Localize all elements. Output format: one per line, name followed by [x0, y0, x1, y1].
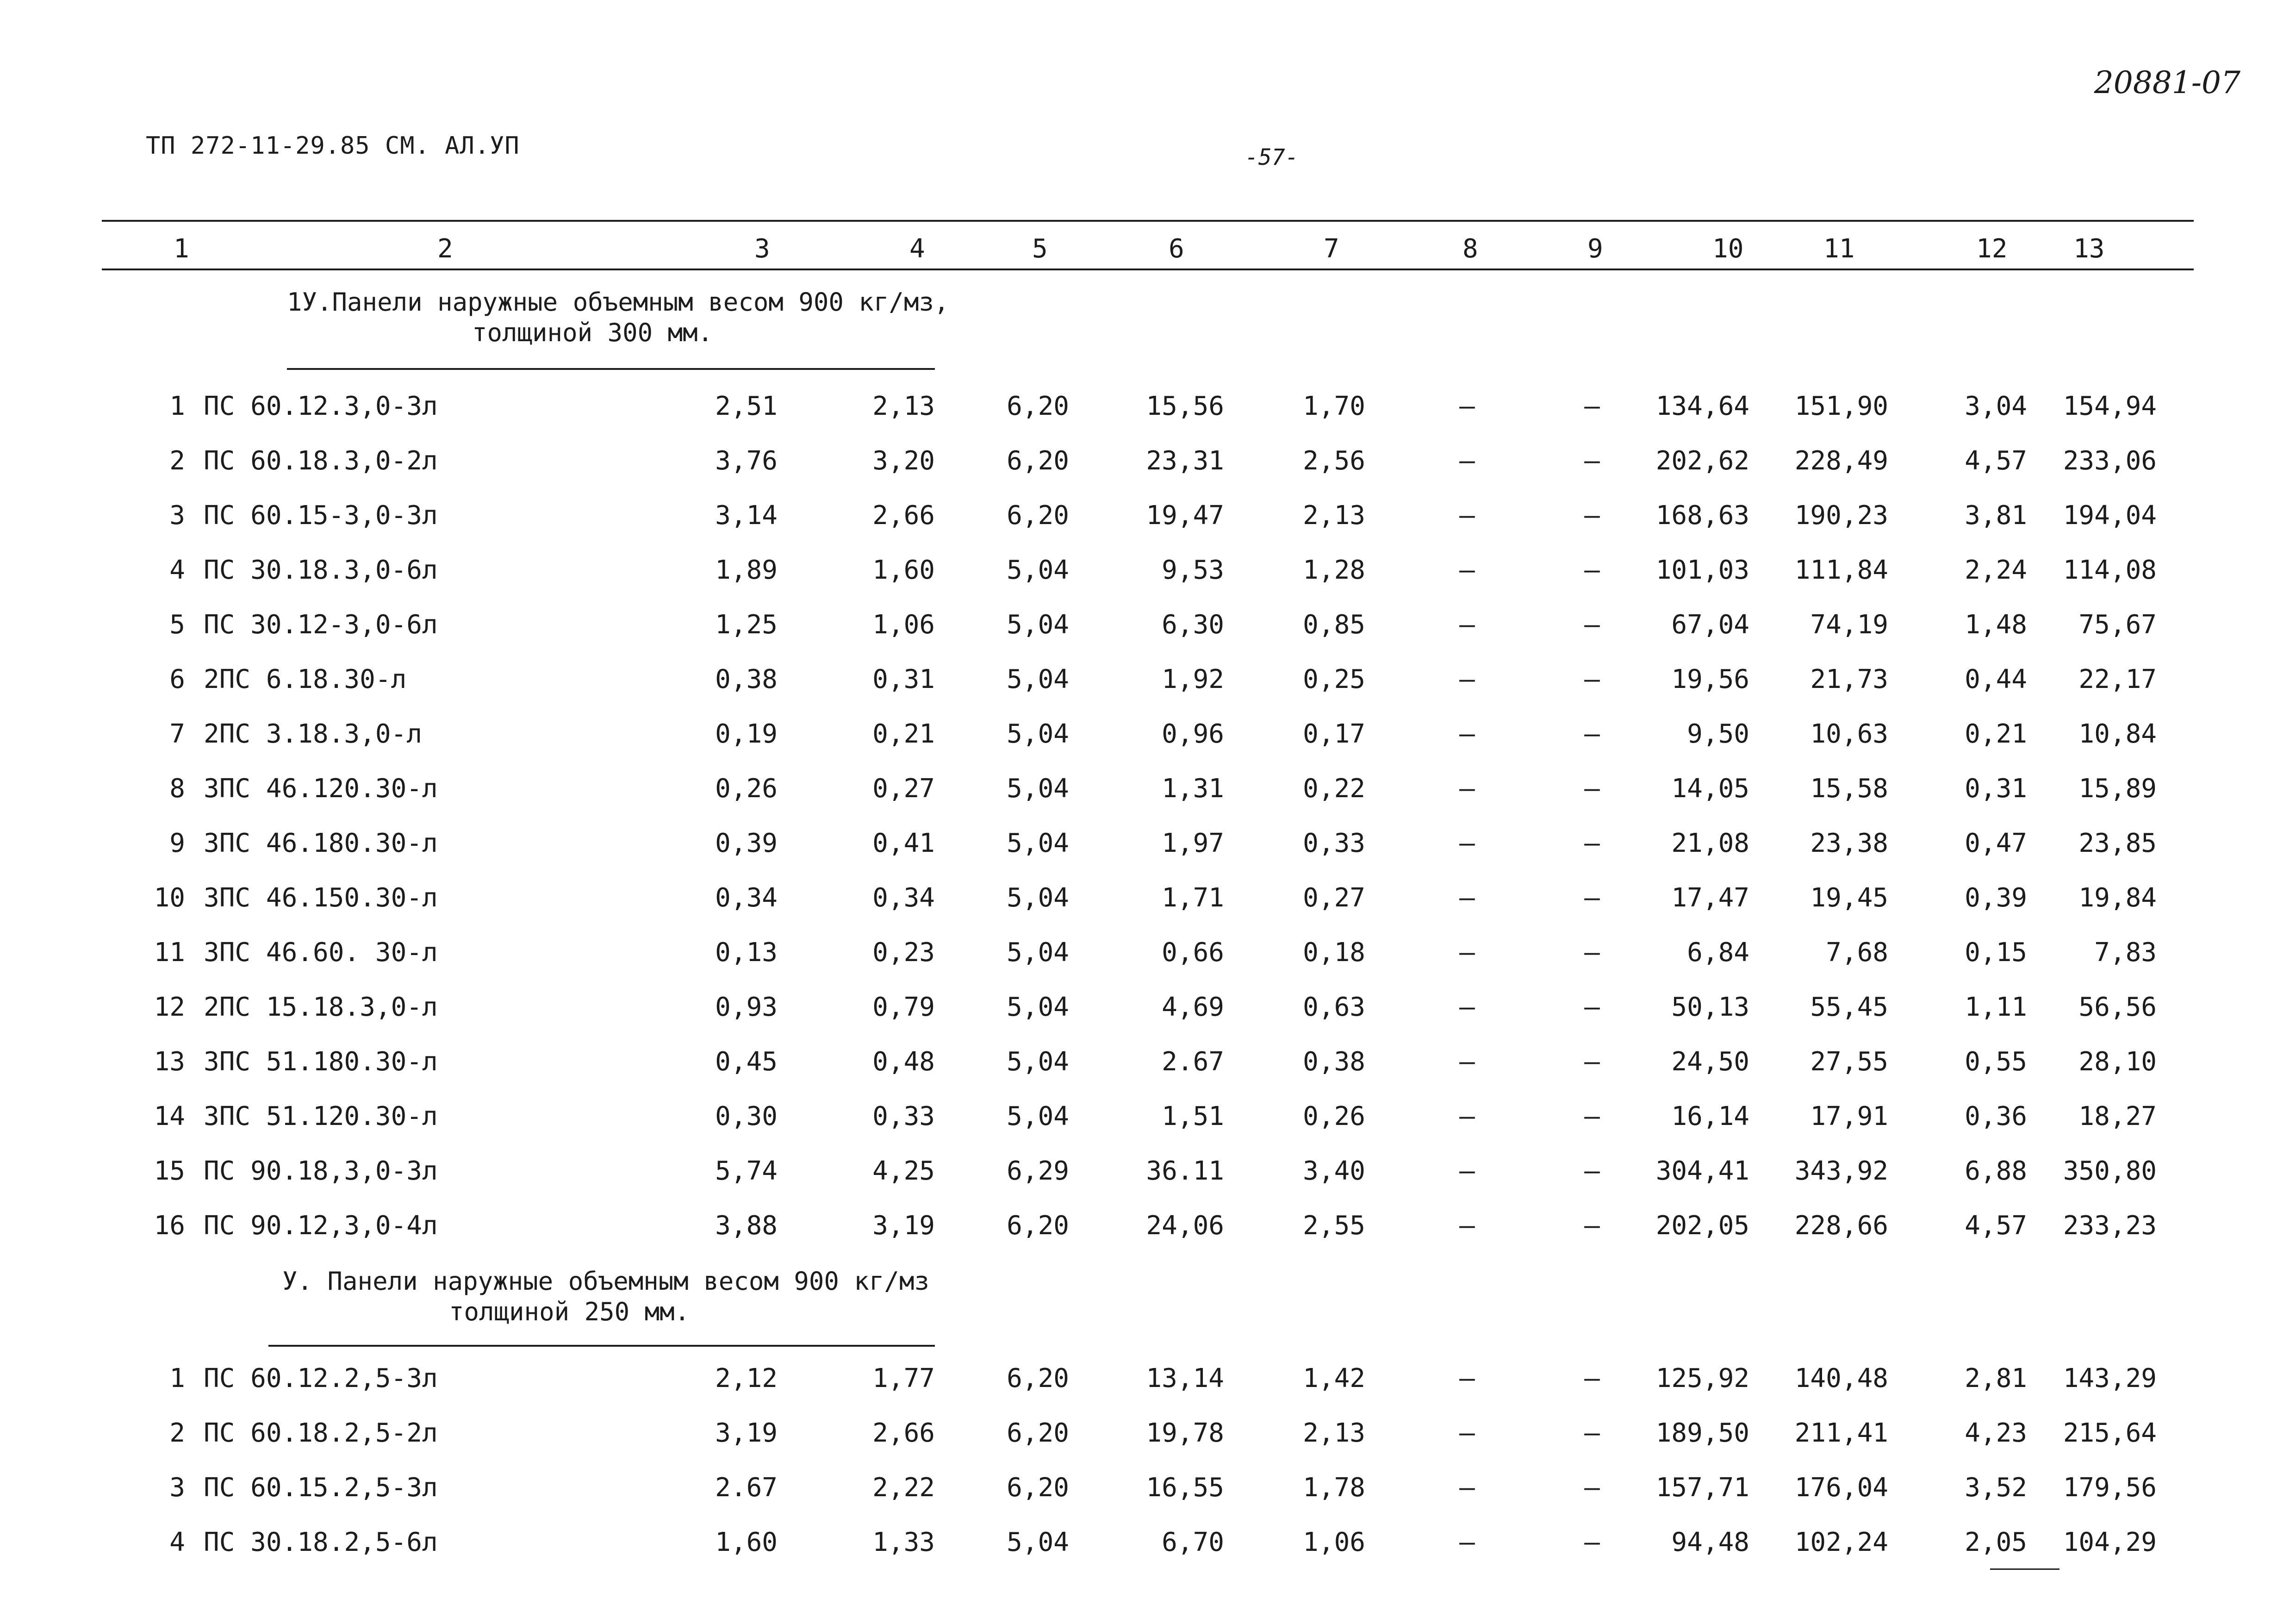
value-c11: 10,63 [1810, 719, 1888, 749]
section-title-line: толщиной 250 мм. [449, 1297, 690, 1326]
row-number: 3 [169, 1473, 185, 1503]
section-title-line: толщиной 300 мм. [472, 318, 713, 347]
value-c5: 6,20 [1007, 1363, 1069, 1393]
value-c6: 13,14 [1146, 1363, 1224, 1393]
value-c10: 304,41 [1655, 1156, 1749, 1186]
value-c12: 0,47 [1965, 828, 2027, 858]
value-c10: 21,08 [1671, 828, 1749, 858]
value-c3: 0,26 [715, 774, 778, 804]
value-c6: 15,56 [1146, 391, 1224, 421]
value-c13: 7,83 [2094, 937, 2157, 968]
value-c11: 228,49 [1794, 446, 1888, 476]
value-c6: 1,71 [1162, 883, 1224, 913]
value-c11: 74,19 [1810, 610, 1888, 640]
value-c11: 21,73 [1810, 664, 1888, 694]
value-c7: 1,78 [1303, 1473, 1365, 1503]
value-c9: – [1584, 664, 1600, 694]
value-c7: 0,38 [1303, 1047, 1365, 1077]
value-c13: 114,08 [2063, 555, 2157, 585]
value-c6: 1,31 [1162, 774, 1224, 804]
value-c8: – [1459, 1211, 1475, 1241]
value-c10: 14,05 [1671, 774, 1749, 804]
value-c3: 0,93 [715, 992, 778, 1022]
value-c5: 5,04 [1007, 610, 1069, 640]
value-c10: 9,50 [1687, 719, 1749, 749]
value-c13: 143,29 [2063, 1363, 2157, 1393]
value-c13: 179,56 [2063, 1473, 2157, 1503]
panel-mark: ПС 60.15.2,5-3л [204, 1473, 438, 1503]
row-number: 6 [169, 664, 185, 694]
value-c12: 1,48 [1965, 610, 2027, 640]
value-c4: 0,79 [872, 992, 935, 1022]
value-c10: 67,04 [1671, 610, 1749, 640]
value-c9: – [1584, 391, 1600, 421]
row-number: 12 [154, 992, 185, 1022]
value-c7: 0,18 [1303, 937, 1365, 968]
value-c9: – [1584, 1473, 1600, 1503]
value-c5: 5,04 [1007, 883, 1069, 913]
value-c9: – [1584, 828, 1600, 858]
value-c9: – [1584, 1363, 1600, 1393]
value-c9: – [1584, 1211, 1600, 1241]
panel-mark: 3ПС 46.120.30-л [204, 774, 438, 804]
value-c8: – [1459, 664, 1475, 694]
value-c11: 7,68 [1826, 937, 1888, 968]
value-c4: 3,19 [872, 1211, 935, 1241]
value-c7: 1,28 [1303, 555, 1365, 585]
value-c11: 111,84 [1794, 555, 1888, 585]
column-header: 12 [1976, 234, 2008, 264]
value-c4: 1,33 [872, 1527, 935, 1557]
value-c7: 1,70 [1303, 391, 1365, 421]
value-c5: 5,04 [1007, 1047, 1069, 1077]
value-c11: 102,24 [1794, 1527, 1888, 1557]
value-c9: – [1584, 446, 1600, 476]
value-c7: 0,33 [1303, 828, 1365, 858]
row-number: 11 [154, 937, 185, 968]
value-c11: 228,66 [1794, 1211, 1888, 1241]
value-c6: 23,31 [1146, 446, 1224, 476]
value-c6: 6,70 [1162, 1527, 1224, 1557]
value-c11: 343,92 [1794, 1156, 1888, 1186]
panel-mark: 2ПС 6.18.30-л [204, 664, 407, 694]
value-c9: – [1584, 1047, 1600, 1077]
column-header: 13 [2073, 234, 2105, 264]
column-header: 6 [1169, 234, 1184, 264]
column-header: 9 [1587, 234, 1603, 264]
value-c3: 2,12 [715, 1363, 778, 1393]
column-header: 2 [437, 234, 453, 264]
value-c4: 3,20 [872, 446, 935, 476]
value-c8: – [1459, 1418, 1475, 1448]
value-c13: 19,84 [2078, 883, 2157, 913]
value-c10: 50,13 [1671, 992, 1749, 1022]
value-c6: 9,53 [1162, 555, 1224, 585]
value-c6: 24,06 [1146, 1211, 1224, 1241]
value-c4: 0,33 [872, 1101, 935, 1131]
row-number: 15 [154, 1156, 185, 1186]
value-c4: 0,31 [872, 664, 935, 694]
value-c8: – [1459, 1473, 1475, 1503]
panel-mark: ПС 60.18.2,5-2л [204, 1418, 438, 1448]
value-c13: 104,29 [2063, 1527, 2157, 1557]
panel-mark: ПС 90.12,3,0-4л [204, 1211, 438, 1241]
row-number: 10 [154, 883, 185, 913]
panel-mark: ПС 60.12.2,5-3л [204, 1363, 438, 1393]
row-number: 3 [169, 500, 185, 531]
value-c10: 101,03 [1655, 555, 1749, 585]
value-c6: 36.11 [1146, 1156, 1224, 1186]
value-c10: 94,48 [1671, 1527, 1749, 1557]
panel-mark: ПС 60.12.3,0-3л [204, 391, 438, 421]
row-number: 9 [169, 828, 185, 858]
row-number: 5 [169, 610, 185, 640]
value-c3: 3,76 [715, 446, 778, 476]
panel-mark: ПС 30.18.2,5-6л [204, 1527, 438, 1557]
value-c8: – [1459, 774, 1475, 804]
section-title-line: 1У.Панели наружные объемным весом 900 кг/мз, [287, 287, 949, 317]
value-c8: – [1459, 391, 1475, 421]
value-c8: – [1459, 1101, 1475, 1131]
value-c3: 1,89 [715, 555, 778, 585]
column-header: 11 [1823, 234, 1855, 264]
panel-mark: ПС 60.18.3,0-2л [204, 446, 438, 476]
row-number: 2 [169, 446, 185, 476]
value-c13: 215,64 [2063, 1418, 2157, 1448]
value-c6: 2.67 [1162, 1047, 1224, 1077]
row-number: 14 [154, 1101, 185, 1131]
value-c10: 189,50 [1655, 1418, 1749, 1448]
section-title [287, 287, 949, 348]
value-c5: 6,20 [1007, 1473, 1069, 1503]
row-number: 7 [169, 719, 185, 749]
value-c10: 19,56 [1671, 664, 1749, 694]
value-c12: 0,21 [1965, 719, 2027, 749]
value-c3: 0,38 [715, 664, 778, 694]
value-c7: 0,63 [1303, 992, 1365, 1022]
panel-mark: ПС 90.18,3,0-3л [204, 1156, 438, 1186]
value-c12: 0,15 [1965, 937, 2027, 968]
value-c13: 75,67 [2078, 610, 2157, 640]
value-c5: 6,20 [1007, 500, 1069, 531]
value-c5: 5,04 [1007, 1101, 1069, 1131]
value-c7: 2,56 [1303, 446, 1365, 476]
value-c8: – [1459, 937, 1475, 968]
value-c9: – [1584, 774, 1600, 804]
section-title-line: У. Панели наружные объемным весом 900 кг/мз [282, 1267, 929, 1296]
value-c3: 0,19 [715, 719, 778, 749]
value-c7: 1,06 [1303, 1527, 1365, 1557]
value-c9: – [1584, 610, 1600, 640]
value-c5: 6,29 [1007, 1156, 1069, 1186]
value-c4: 2,66 [872, 500, 935, 531]
value-c12: 6,88 [1965, 1156, 2027, 1186]
value-c6: 6,30 [1162, 610, 1224, 640]
value-c4: 1,60 [872, 555, 935, 585]
value-c10: 157,71 [1655, 1473, 1749, 1503]
value-c10: 202,05 [1655, 1211, 1749, 1241]
value-c13: 233,23 [2063, 1211, 2157, 1241]
value-c4: 0,27 [872, 774, 935, 804]
value-c13: 15,89 [2078, 774, 2157, 804]
value-c9: – [1584, 1156, 1600, 1186]
panel-mark: 2ПС 3.18.3,0-л [204, 719, 423, 749]
page-number: -57- [1245, 144, 1299, 170]
value-c5: 5,04 [1007, 719, 1069, 749]
row-number: 4 [169, 1527, 185, 1557]
value-c6: 1,51 [1162, 1101, 1224, 1131]
row-number: 1 [169, 1363, 185, 1393]
value-c9: – [1584, 937, 1600, 968]
value-c12: 4,23 [1965, 1418, 2027, 1448]
row-number: 8 [169, 774, 185, 804]
value-c5: 6,20 [1007, 1211, 1069, 1241]
panel-mark: 3ПС 46.150.30-л [204, 883, 438, 913]
value-c4: 0,48 [872, 1047, 935, 1077]
panel-mark: 3ПС 46.60. 30-л [204, 937, 438, 968]
value-c3: 3,19 [715, 1418, 778, 1448]
value-c5: 6,20 [1007, 1418, 1069, 1448]
row-number: 13 [154, 1047, 185, 1077]
value-c13: 22,17 [2078, 664, 2157, 694]
value-c4: 2,13 [872, 391, 935, 421]
value-c9: – [1584, 719, 1600, 749]
section-title-underline [287, 368, 935, 370]
value-c12: 1,11 [1965, 992, 2027, 1022]
value-c12: 3,04 [1965, 391, 2027, 421]
value-c3: 0,34 [715, 883, 778, 913]
value-c5: 6,20 [1007, 446, 1069, 476]
value-c12: 2,24 [1965, 555, 2027, 585]
value-c7: 0,26 [1303, 1101, 1365, 1131]
column-header: 4 [909, 234, 925, 264]
value-c7: 0,27 [1303, 883, 1365, 913]
value-c10: 24,50 [1671, 1047, 1749, 1077]
value-c3: 0,13 [715, 937, 778, 968]
value-c11: 15,58 [1810, 774, 1888, 804]
value-c8: – [1459, 1527, 1475, 1557]
value-c6: 0,66 [1162, 937, 1224, 968]
value-c7: 1,42 [1303, 1363, 1365, 1393]
value-c11: 176,04 [1794, 1473, 1888, 1503]
value-c8: – [1459, 555, 1475, 585]
table-header-rule [102, 269, 2194, 270]
value-c12: 0,39 [1965, 883, 2027, 913]
column-header: 8 [1462, 234, 1478, 264]
value-c4: 0,23 [872, 937, 935, 968]
value-c3: 1,60 [715, 1527, 778, 1557]
value-c8: – [1459, 992, 1475, 1022]
document-code: ТП 272-11-29.85 СМ. АЛ.УП [146, 132, 520, 160]
value-c6: 1,97 [1162, 828, 1224, 858]
value-c13: 10,84 [2078, 719, 2157, 749]
value-c8: – [1459, 610, 1475, 640]
value-c13: 28,10 [2078, 1047, 2157, 1077]
value-c8: – [1459, 500, 1475, 531]
column-header: 5 [1032, 234, 1048, 264]
value-c3: 0,39 [715, 828, 778, 858]
section-title-underline [268, 1345, 935, 1347]
value-c12: 3,81 [1965, 500, 2027, 531]
value-c12: 3,52 [1965, 1473, 2027, 1503]
column-header: 7 [1324, 234, 1339, 264]
column-header: 3 [754, 234, 770, 264]
archive-stamp: 20881-07 [2094, 65, 2240, 100]
value-c3: 0,30 [715, 1101, 778, 1131]
panel-mark: 3ПС 51.180.30-л [204, 1047, 438, 1077]
value-c12: 0,55 [1965, 1047, 2027, 1077]
value-c12: 2,05 [1965, 1527, 2027, 1557]
value-c9: – [1584, 500, 1600, 531]
value-c8: – [1459, 828, 1475, 858]
value-c10: 202,62 [1655, 446, 1749, 476]
value-c5: 6,20 [1007, 391, 1069, 421]
value-c3: 2.67 [715, 1473, 778, 1503]
value-c5: 5,04 [1007, 828, 1069, 858]
value-c3: 3,88 [715, 1211, 778, 1241]
value-c10: 134,64 [1655, 391, 1749, 421]
value-c7: 0,17 [1303, 719, 1365, 749]
value-c10: 125,92 [1655, 1363, 1749, 1393]
value-c9: – [1584, 1527, 1600, 1557]
value-c10: 168,63 [1655, 500, 1749, 531]
row-number: 16 [154, 1211, 185, 1241]
value-c4: 4,25 [872, 1156, 935, 1186]
value-c12: 0,44 [1965, 664, 2027, 694]
row-number: 2 [169, 1418, 185, 1448]
value-c12: 4,57 [1965, 446, 2027, 476]
row-number: 4 [169, 555, 185, 585]
value-c5: 5,04 [1007, 774, 1069, 804]
value-c3: 5,74 [715, 1156, 778, 1186]
value-c9: – [1584, 883, 1600, 913]
value-c5: 5,04 [1007, 1527, 1069, 1557]
value-c6: 16,55 [1146, 1473, 1224, 1503]
value-c3: 3,14 [715, 500, 778, 531]
value-c11: 27,55 [1810, 1047, 1888, 1077]
value-c8: – [1459, 1363, 1475, 1393]
value-c4: 0,21 [872, 719, 935, 749]
value-c6: 0,96 [1162, 719, 1224, 749]
value-c11: 151,90 [1794, 391, 1888, 421]
panel-mark: 2ПС 15.18.3,0-л [204, 992, 438, 1022]
value-c4: 1,06 [872, 610, 935, 640]
value-c9: – [1584, 555, 1600, 585]
value-c10: 6,84 [1687, 937, 1749, 968]
value-c7: 2,13 [1303, 1418, 1365, 1448]
value-c11: 23,38 [1810, 828, 1888, 858]
value-c5: 5,04 [1007, 664, 1069, 694]
value-c8: – [1459, 1047, 1475, 1077]
value-c11: 140,48 [1794, 1363, 1888, 1393]
panel-mark: ПС 30.12-3,0-6л [204, 610, 438, 640]
value-c6: 19,47 [1146, 500, 1224, 531]
value-c12: 2,81 [1965, 1363, 2027, 1393]
panel-mark: ПС 30.18.3,0-6л [204, 555, 438, 585]
value-c9: – [1584, 992, 1600, 1022]
value-c5: 5,04 [1007, 937, 1069, 968]
value-c4: 0,41 [872, 828, 935, 858]
value-c12: 0,36 [1965, 1101, 2027, 1131]
panel-mark: 3ПС 46.180.30-л [204, 828, 438, 858]
value-c4: 0,34 [872, 883, 935, 913]
value-c10: 16,14 [1671, 1101, 1749, 1131]
value-c3: 1,25 [715, 610, 778, 640]
value-c11: 19,45 [1810, 883, 1888, 913]
value-c8: – [1459, 446, 1475, 476]
value-c7: 0,85 [1303, 610, 1365, 640]
value-c11: 17,91 [1810, 1101, 1888, 1131]
row-number: 1 [169, 391, 185, 421]
value-c6: 19,78 [1146, 1418, 1224, 1448]
value-c13: 23,85 [2078, 828, 2157, 858]
value-c8: – [1459, 1156, 1475, 1186]
column-header: 10 [1712, 234, 1744, 264]
value-c7: 0,25 [1303, 664, 1365, 694]
value-c3: 0,45 [715, 1047, 778, 1077]
value-c11: 190,23 [1794, 500, 1888, 531]
bottom-rule-fragment [1990, 1568, 2060, 1570]
value-c9: – [1584, 1101, 1600, 1131]
value-c10: 17,47 [1671, 883, 1749, 913]
value-c12: 0,31 [1965, 774, 2027, 804]
value-c7: 2,13 [1303, 500, 1365, 531]
value-c13: 233,06 [2063, 446, 2157, 476]
value-c4: 1,77 [872, 1363, 935, 1393]
column-header: 1 [174, 234, 189, 264]
value-c8: – [1459, 883, 1475, 913]
value-c7: 0,22 [1303, 774, 1365, 804]
section-title [282, 1266, 929, 1327]
value-c11: 55,45 [1810, 992, 1888, 1022]
value-c3: 2,51 [715, 391, 778, 421]
value-c7: 3,40 [1303, 1156, 1365, 1186]
value-c6: 1,92 [1162, 664, 1224, 694]
value-c11: 211,41 [1794, 1418, 1888, 1448]
value-c9: – [1584, 1418, 1600, 1448]
value-c4: 2,22 [872, 1473, 935, 1503]
value-c4: 2,66 [872, 1418, 935, 1448]
value-c5: 5,04 [1007, 992, 1069, 1022]
table-top-rule [102, 220, 2194, 222]
value-c13: 56,56 [2078, 992, 2157, 1022]
panel-mark: ПС 60.15-3,0-3л [204, 500, 438, 531]
value-c5: 5,04 [1007, 555, 1069, 585]
value-c13: 194,04 [2063, 500, 2157, 531]
panel-mark: 3ПС 51.120.30-л [204, 1101, 438, 1131]
value-c7: 2,55 [1303, 1211, 1365, 1241]
value-c6: 4,69 [1162, 992, 1224, 1022]
value-c12: 4,57 [1965, 1211, 2027, 1241]
value-c13: 154,94 [2063, 391, 2157, 421]
value-c13: 18,27 [2078, 1101, 2157, 1131]
value-c13: 350,80 [2063, 1156, 2157, 1186]
value-c8: – [1459, 719, 1475, 749]
